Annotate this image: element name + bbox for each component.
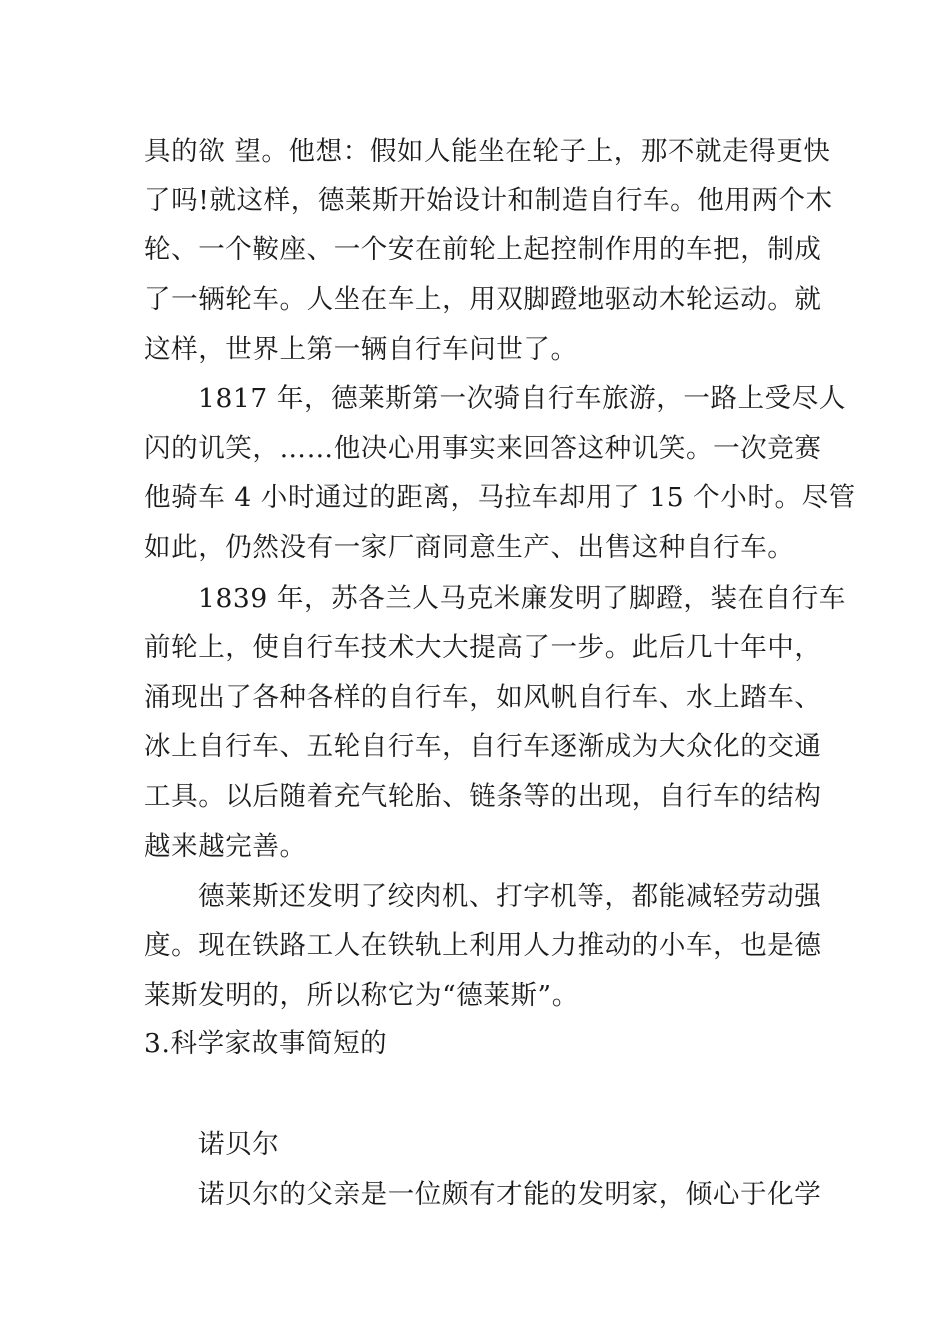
- text-line: 前轮上，使自行车技术大大提高了一步。此后几十年中，: [144, 632, 822, 663]
- paragraph-first-line: 1839 年，苏各兰人马克米廉发明了脚蹬，装在自行车: [198, 583, 846, 614]
- text-line: 工具。以后随着充气轮胎、链条等的出现，自行车的结构: [144, 781, 822, 812]
- text-line: 他骑车 4 小时通过的距离，马拉车却用了 15 个小时。尽管: [144, 482, 856, 513]
- text-line: 越来越完善。: [144, 831, 307, 862]
- text-line: 冰上自行车、五轮自行车，自行车逐渐成为大众化的交通: [144, 731, 822, 762]
- text-line: 度。现在铁路工人在铁轨上利用人力推动的小车，也是德: [144, 930, 822, 961]
- text-line: 具的欲 望。他想：假如人能坐在轮子上，那不就走得更快: [144, 136, 831, 167]
- paragraph-first-line: 诺贝尔的父亲是一位颇有才能的发明家，倾心于化学: [198, 1179, 822, 1210]
- text-line: 这样，世界上第一辆自行车问世了。: [144, 334, 578, 365]
- text-line: 轮、一个鞍座、一个安在前轮上起控制作用的车把，制成: [144, 234, 822, 265]
- story-title: 诺贝尔: [198, 1129, 280, 1160]
- text-line: 闪的讥笑，……他决心用事实来回答这种讥笑。一次竞赛: [144, 433, 822, 464]
- text-line: 莱斯发明的，所以称它为“德莱斯”。: [144, 980, 579, 1011]
- text-line: 如此，仍然没有一家厂商同意生产、出售这种自行车。: [144, 532, 795, 563]
- paragraph-first-line: 1817 年，德莱斯第一次骑自行车旅游，一路上受尽人: [198, 383, 846, 414]
- text-line: 了一辆轮车。人坐在车上，用双脚蹬地驱动木轮运动。就: [144, 284, 822, 315]
- text-line: 涌现出了各种各样的自行车，如风帆自行车、水上踏车、: [144, 682, 822, 713]
- paragraph-first-line: 德莱斯还发明了绞肉机、打字机等，都能减轻劳动强: [198, 881, 822, 912]
- text-line: 了吗!就这样，德莱斯开始设计和制造自行车。他用两个木: [144, 185, 833, 216]
- section-heading: 3.科学家故事简短的: [144, 1028, 388, 1059]
